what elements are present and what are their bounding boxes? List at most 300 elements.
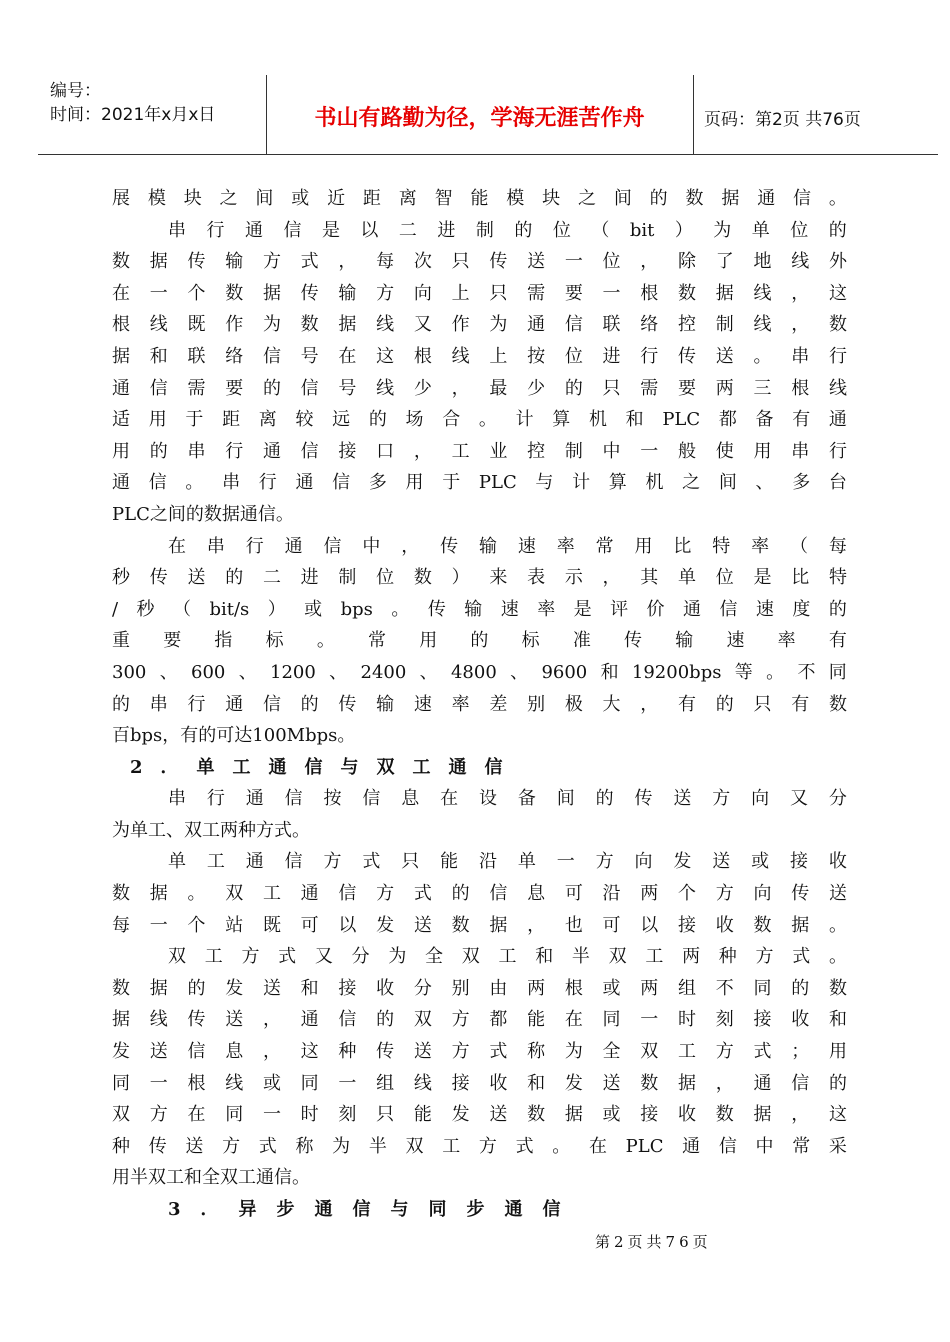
text-token: 一 [262, 1104, 281, 1126]
text-token: 行 [640, 345, 659, 367]
text-token: 信 [300, 440, 319, 462]
text-token: 率 [556, 535, 575, 557]
text-token: 。 [478, 409, 497, 431]
text-token: 位 [564, 345, 583, 367]
text-token: 双 [640, 1041, 659, 1063]
text-token: 的 [368, 409, 387, 431]
text-token: 双 [405, 1135, 424, 1157]
text-token: 多 [792, 472, 811, 494]
text-token: 用 [405, 472, 424, 494]
text-token: 两 [715, 377, 734, 399]
text-token: 制 [564, 440, 583, 462]
text-token: 以 [338, 914, 357, 936]
text-token: 串 [791, 345, 810, 367]
text-token: 数 [753, 914, 772, 936]
text-token: 标 [265, 630, 284, 652]
text-token: 据 [721, 188, 740, 209]
text-token: 联 [187, 345, 206, 367]
text-line [112, 1162, 847, 1194]
text-token: 数 [828, 977, 847, 999]
text-token: 一 [556, 851, 575, 873]
text-token: 为 [112, 819, 130, 841]
text-token: 双 [112, 1104, 130, 1126]
text-token: 通 [244, 219, 263, 241]
text-token: 据 [753, 1104, 772, 1126]
text-token: 速 [500, 598, 519, 620]
text-token: 19200bps [631, 661, 722, 683]
text-token: 信 [362, 788, 381, 810]
text-token: 种 [338, 1041, 357, 1063]
text-token: 有 [678, 693, 697, 715]
text-token: 。 [766, 661, 785, 683]
text-token: 于 [185, 409, 204, 431]
text-token: 计 [572, 472, 591, 494]
text-line [112, 1004, 847, 1036]
text-token: 双 [413, 1009, 432, 1031]
text-token: 送 [715, 345, 734, 367]
text-token: 分 [413, 977, 432, 999]
text-token: 速 [517, 535, 536, 557]
text-token: 以 [360, 219, 379, 241]
text-token: 每 [112, 914, 130, 936]
text-token: 工 [412, 756, 431, 778]
text-token: 、 [166, 819, 184, 841]
text-token: 或 [602, 1104, 621, 1126]
text-token: 通 [757, 188, 776, 209]
text-token: 送 [602, 1072, 621, 1094]
text-token: 计 [515, 409, 534, 431]
text-line [112, 720, 847, 752]
text-token: 据 [149, 883, 168, 905]
text-token: 都 [489, 1009, 508, 1031]
text-token: 别 [451, 977, 470, 999]
text-token: 线 [413, 1072, 432, 1094]
text-token: 只 [376, 1104, 395, 1126]
text-token: 通 [245, 788, 264, 810]
text-token: 线 [828, 377, 847, 399]
text-token: 准 [572, 630, 591, 652]
text-token: PLC [662, 409, 701, 431]
text-token: 有 [828, 630, 847, 652]
text-token: 作 [225, 314, 244, 336]
text-token: 输 [675, 630, 694, 652]
text-token: ， [527, 914, 546, 936]
text-token: 用 [634, 535, 653, 557]
text-token: 信 [338, 1009, 357, 1031]
text-token: 通 [225, 693, 244, 715]
text-token: 间 [255, 188, 274, 209]
text-token: ） [451, 567, 470, 589]
text-token: 少 [413, 377, 432, 399]
text-token: 了 [715, 251, 734, 273]
text-token: 位 [715, 567, 734, 589]
text-token: 工 [678, 1041, 697, 1063]
text-token: 方 [323, 851, 342, 873]
text-token: 。 [828, 946, 847, 968]
text-token: 向 [753, 883, 772, 905]
text-token: 的 [470, 630, 489, 652]
text-token: 可 [564, 883, 583, 905]
text-token: 价 [646, 598, 665, 620]
text-line [112, 436, 847, 468]
text-token: 能 [413, 1104, 432, 1126]
text-token: 工 [206, 851, 225, 873]
text-token: 式 [300, 251, 319, 273]
text-token: 中 [362, 535, 381, 557]
text-token: 外 [828, 251, 847, 273]
text-token: 线 [149, 1009, 168, 1031]
text-token: 位 [376, 567, 395, 589]
text-token: 分 [351, 946, 370, 968]
text-token: 数 [300, 314, 319, 336]
text-token: 方 [222, 1135, 241, 1157]
text-token: 方 [256, 819, 274, 841]
text-token: 。 [185, 472, 204, 494]
text-token: 评 [610, 598, 629, 620]
text-token: 在 [440, 788, 459, 810]
text-token: 4800 [450, 661, 497, 683]
text-token: 信 [262, 345, 281, 367]
text-token: 较 [295, 409, 314, 431]
text-token: 业 [489, 440, 508, 462]
text-token: 一 [602, 282, 621, 304]
text-token: 收 [715, 914, 734, 936]
text-token: 只 [753, 693, 772, 715]
text-token: 少 [527, 377, 546, 399]
text-token: 信 [332, 472, 351, 494]
text-token: 传 [148, 1135, 167, 1157]
text-token: 线 [451, 345, 470, 367]
text-token: 1200 [270, 661, 316, 683]
header-rule [38, 154, 938, 155]
text-token: 数 [112, 977, 130, 999]
text-token: 特 [828, 567, 847, 589]
text-token: 的 [828, 219, 847, 241]
text-token: 沿 [602, 883, 621, 905]
text-token: 之 [577, 188, 596, 209]
text-line [112, 783, 847, 815]
text-token: 重 [112, 630, 130, 652]
text-token: 远 [332, 409, 351, 431]
text-token: 上 [489, 345, 508, 367]
text-token: 特 [712, 535, 731, 557]
text-token: 来 [489, 567, 508, 589]
text-token: PLC [478, 472, 517, 494]
text-token: 为 [713, 219, 732, 241]
text-token: 发 [112, 1041, 130, 1063]
text-token: 信 [284, 788, 303, 810]
text-token: 工 [204, 946, 223, 968]
text-line [112, 689, 847, 721]
text-token: 方 [715, 883, 734, 905]
text-token: 有 [792, 409, 811, 431]
text-token: 行 [245, 535, 264, 557]
text-line [112, 941, 847, 973]
text-token: 最 [489, 377, 508, 399]
text-token: 异 [238, 1199, 257, 1220]
text-token: 备 [755, 409, 774, 431]
text-token: 和 [149, 345, 168, 367]
text-token: 在 [187, 1104, 206, 1126]
text-token: 据 [678, 1072, 697, 1094]
text-token: 需 [187, 377, 206, 399]
text-token: 三 [753, 377, 772, 399]
text-token: 这 [376, 345, 395, 367]
text-token: 输 [376, 693, 395, 715]
text-token: 中 [602, 440, 621, 462]
text-token: bit [629, 219, 655, 241]
text-token: 信 [300, 377, 319, 399]
text-token: 工 [498, 946, 517, 968]
text-token: 个 [678, 883, 697, 905]
text-token: 一 [149, 914, 168, 936]
text-token: 收 [376, 977, 395, 999]
text-token: 通 [504, 1199, 523, 1220]
text-token: 块 [542, 188, 561, 209]
text-token: 步 [466, 1199, 485, 1220]
text-token: 工 [645, 946, 664, 968]
text-token: 式 [362, 851, 381, 873]
text-line [112, 1099, 847, 1131]
text-token: 按 [323, 788, 342, 810]
text-token: 要 [225, 377, 244, 399]
text-token: 时 [300, 1104, 319, 1126]
text-line [112, 973, 847, 1005]
text-token: 每 [828, 535, 847, 557]
text-token: 既 [262, 914, 281, 936]
text-token: 双 [168, 946, 186, 968]
text-token: 行 [828, 440, 847, 462]
text-token: 据 [112, 345, 130, 367]
text-token: 据 [149, 251, 168, 273]
text-token: 的 [649, 188, 668, 209]
text-token: 送 [413, 914, 432, 936]
text-token: 百 [112, 725, 130, 747]
text-token: 需 [640, 377, 659, 399]
text-token: 一 [149, 282, 168, 304]
text-token: ） [267, 598, 286, 620]
text-token: 号 [338, 377, 357, 399]
text-token: 接 [678, 914, 697, 936]
text-token: 为 [489, 314, 508, 336]
text-token: 控 [527, 440, 546, 462]
text-token: 双 [461, 946, 480, 968]
text-token: 这 [828, 282, 847, 304]
text-token: 智 [434, 188, 453, 209]
text-token: 通 [300, 883, 319, 905]
text-token: 行 [828, 345, 847, 367]
text-token: 进 [437, 219, 456, 241]
text-token: ． [200, 1199, 219, 1220]
text-token: 半 [130, 1167, 148, 1189]
text-token: 可 [216, 725, 235, 747]
text-token: 方 [241, 946, 260, 968]
text-token: 。 [753, 345, 772, 367]
text-token: 、 [755, 472, 774, 494]
text-token: 送 [262, 977, 281, 999]
text-token: 极 [564, 693, 583, 715]
text-token: 据 [149, 977, 168, 999]
text-token: bit/s [209, 598, 250, 620]
text-token: 全 [602, 1041, 621, 1063]
text-token: 同 [828, 661, 847, 683]
text-token: 为 [262, 314, 281, 336]
text-token: 同 [225, 1104, 244, 1126]
text-token: 串 [149, 693, 168, 715]
text-token: 信 [323, 535, 342, 557]
text-token: 信 [304, 756, 323, 778]
text-token: 信 [542, 1199, 561, 1220]
text-token: 适 [112, 409, 130, 431]
text-token: 送 [185, 1135, 204, 1157]
text-token: 达 [234, 725, 253, 747]
text-token: 式 [413, 883, 432, 905]
text-token: 接 [338, 977, 357, 999]
text-token: 送 [225, 1009, 244, 1031]
text-token: PLC [625, 1135, 664, 1157]
text-token: 要 [678, 377, 697, 399]
text-token: 输 [338, 282, 357, 304]
text-token: 通 [300, 1009, 319, 1031]
header-page-number: 页码：第2页 共76页 [704, 110, 861, 130]
text-token: 通 [268, 756, 287, 778]
text-token: 行 [206, 788, 225, 810]
text-token: 为 [388, 946, 407, 968]
text-token: ， [791, 314, 810, 336]
text-token: 方 [149, 1104, 168, 1126]
text-token: 输 [225, 251, 244, 273]
text-token: 合 [442, 409, 461, 431]
text-token: 通 [245, 851, 264, 873]
text-token: 度 [792, 598, 811, 620]
text-token: 和 [300, 977, 319, 999]
text-token: 传 [376, 1041, 395, 1063]
text-token: 2 [130, 756, 143, 778]
text-token: 是 [321, 219, 340, 241]
text-token: 单 [130, 819, 148, 841]
text-token: ， [715, 1072, 734, 1094]
text-token: 。 [187, 883, 206, 905]
text-token: 送 [712, 851, 731, 873]
text-line [112, 625, 847, 657]
text-token: 方 [376, 282, 395, 304]
text-token: 据 [338, 314, 357, 336]
text-token: 同 [300, 1072, 319, 1094]
text-token: 刻 [715, 1009, 734, 1031]
text-token: 组 [376, 1072, 395, 1094]
text-token: 信 [149, 377, 168, 399]
text-token: 与 [340, 756, 359, 778]
text-token: 线 [225, 1072, 244, 1094]
text-token: 行 [258, 472, 277, 494]
text-token: 又 [413, 314, 432, 336]
text-token: 之 [682, 472, 701, 494]
text-token: 信 [793, 188, 812, 209]
text-token: 信 [564, 314, 583, 336]
text-token: 工 [166, 1167, 184, 1189]
text-token: 表 [527, 567, 546, 589]
text-token: 用 [419, 630, 438, 652]
text-token: 展 [112, 188, 130, 209]
text-token: 为 [564, 1041, 583, 1063]
text-token: 秒 [112, 567, 130, 589]
text-token: ， [262, 1041, 281, 1063]
text-token: 工 [232, 756, 251, 778]
text-token: 同 [112, 1072, 130, 1094]
text-token: ， [602, 567, 621, 589]
text-token: 次 [413, 251, 432, 273]
text-token: 据 [715, 282, 734, 304]
text-token: 通 [262, 440, 281, 462]
text-token: 标 [521, 630, 540, 652]
text-token: 由 [489, 977, 508, 999]
text-token: 种 [718, 946, 737, 968]
text-token: 。 [292, 819, 310, 841]
text-token: 单 [751, 219, 770, 241]
text-token: 两 [220, 819, 238, 841]
text-token: 数 [715, 1104, 734, 1126]
text-token: 只 [451, 251, 470, 273]
text-token: 方 [595, 851, 614, 873]
text-token: 。 [828, 914, 847, 936]
text-token: 个 [187, 282, 206, 304]
text-token: 的 [376, 1009, 395, 1031]
text-token: 口 [376, 440, 395, 462]
text-token: 只 [489, 282, 508, 304]
text-token: 通 [112, 377, 130, 399]
text-line [112, 594, 847, 626]
text-token: 串 [791, 440, 810, 462]
text-token: 。 [337, 725, 356, 747]
text-token: 数 [225, 282, 244, 304]
text-token: 模 [506, 188, 525, 209]
text-token: 线 [753, 314, 772, 336]
text-line [112, 878, 847, 910]
text-token: 根 [112, 314, 130, 336]
text-token: 有 [180, 725, 199, 747]
text-token: 之 [219, 188, 238, 209]
text-token: 络 [225, 345, 244, 367]
document-code-label: 编号： [50, 81, 101, 101]
text-token: 的 [828, 598, 847, 620]
text-token: 两 [527, 977, 546, 999]
text-token: 比 [791, 567, 810, 589]
text-token: 一 [640, 1009, 659, 1031]
text-token: 600 [191, 661, 226, 683]
text-token: 用 [828, 1041, 847, 1063]
text-token: （ [591, 219, 610, 241]
text-token: 信 [489, 883, 508, 905]
text-token: 据 [221, 503, 240, 525]
text-token: 线 [376, 377, 395, 399]
text-token: 算 [552, 409, 571, 431]
text-token: 一 [564, 251, 583, 273]
text-token: 间 [556, 788, 575, 810]
text-token: 在 [588, 1135, 607, 1157]
text-token: 信 [338, 883, 357, 905]
text-token: 场 [405, 409, 424, 431]
text-token: ， [640, 251, 659, 273]
text-token: 根 [564, 977, 583, 999]
text-token: 差 [489, 693, 508, 715]
text-token: 传 [678, 345, 697, 367]
text-token: 2400 [360, 661, 407, 683]
text-token: 等 [734, 661, 753, 683]
text-token: 与 [390, 1199, 409, 1220]
text-token: 串 [168, 219, 186, 241]
text-token: 通 [828, 409, 847, 431]
section-heading [112, 1194, 847, 1226]
